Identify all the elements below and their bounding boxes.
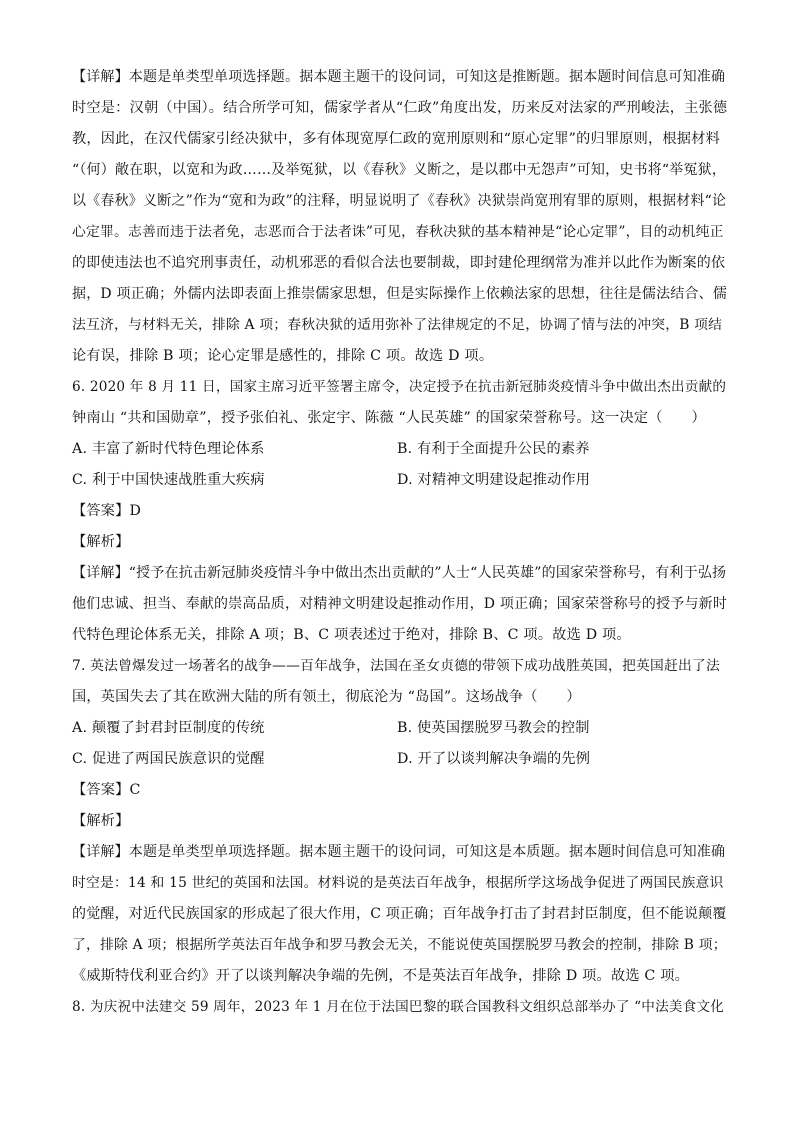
paragraph — [72, 558, 728, 651]
text-line: 8. 为庆祝中法建交 59 周年，2023 年 1 月在位于法国巴黎的联合国教科文组织总部举办了 “中法美食文化 — [72, 999, 725, 1015]
answer-option: C. 促进了两国民族意识的觉醒 — [72, 751, 265, 767]
text-line: 7. 英法曾爆发过一场著名的战争——百年战争，法国在圣女贞德的带领下成功战胜英国，把英国赶出了法 — [72, 658, 721, 674]
text-line: 6. 2020 年 8 月 11 日，国家主席习近平签署主席令，决定授予在抗击新冠肺炎疫情斗争中做出杰出贡献的 — [72, 379, 727, 395]
answer-option: D. 开了以谈判解决争端的先例 — [397, 751, 591, 767]
document-body — [72, 62, 728, 1023]
text-line: 代特色理论体系无关，排除 A 项；B、C 项表述过于绝对，排除 B、C 项。故选 D 项。 — [72, 627, 631, 643]
text-line: 的觉醒，对近代民族国家的形成起了很大作用，C 项正确；百年战争打击了封君封臣制度，但不能说颠覆 — [72, 906, 727, 922]
option-row — [72, 713, 728, 744]
text-line: 【详解】本题是单类型单项选择题。据本题主题干的设问词，可知这是推断题。据本题时间信息可知准确 — [72, 69, 726, 85]
text-line: “（何）敞在职，以宽和为政……及举冤狱，以《春秋》义断之，是以郡中无怨声”可知，史书将“举冤狱， — [72, 162, 727, 178]
answer-option: B. 使英国摆脱罗马教会的控制 — [397, 720, 590, 736]
option-row — [72, 434, 728, 465]
answer-option: A. 丰富了新时代特色理论体系 — [72, 441, 265, 457]
section-label: 【答案】D — [72, 503, 142, 519]
paragraph — [72, 62, 728, 372]
text-line: 论有误，排除 B 项；论心定罪是感性的，排除 C 项。故选 D 项。 — [72, 348, 494, 364]
text-line: 【详解】本题是单类型单项选择题。据本题主题干的设问词，可知这是本质题。据本题时间信息可知准确 — [72, 844, 726, 860]
text-line: 【详解】“授予在抗击新冠肺炎疫情斗争中做出杰出贡献的”人士“人民英雄”的国家荣誉称号，有利于弘扬 — [72, 565, 727, 581]
text-line: 了，排除 A 项；根据所学英法百年战争和罗马教会无关，不能说使英国摆脱罗马教会的控制，排除 B 项； — [72, 937, 727, 953]
text-line: 据，D 项正确；外儒内法即表面上推崇儒家思想，但是实际操作上依赖法家的思想，往往是儒法结合、儒 — [72, 286, 728, 302]
text-line: 以《春秋》义断之”作为“宽和为政”的注释，明显说明了《春秋》决狱崇尚宽刑宥罪的原则，根据材料“论 — [72, 193, 727, 209]
paragraph — [72, 651, 728, 713]
section-label: 【答案】C — [72, 782, 141, 798]
paragraph — [72, 372, 728, 434]
text-line: 法互济，与材料无关，排除 A 项；春秋决狱的适用弥补了法律规定的不足，协调了情与法的冲突，B 项结 — [72, 317, 723, 333]
answer-option: B. 有利于全面提升公民的素养 — [397, 441, 590, 457]
option-row — [72, 465, 728, 496]
text-line: 国，英国失去了其在欧洲大陆的所有领土，彻底沦为 “岛国”。这场战争（ ） — [72, 689, 581, 705]
text-line: 教，因此，在汉代儒家引经决狱中，多有体现宽厚仁政的宽刑原则和“原心定罪”的归罪原则，根据材料 — [72, 131, 720, 147]
text-line: 时空是：14 和 15 世纪的英国和法国。材料说的是英法百年战争，根据所学这场战争促进了两国民族意识 — [72, 875, 724, 891]
section-label: 【解析】 — [72, 813, 130, 829]
text-line: 时空是：汉朝（中国）。结合所学可知，儒家学者从“仁政”角度出发，历来反对法家的严刑峻法，主张德 — [72, 100, 728, 116]
text-line: 钟南山 “共和国勋章”，授予张伯礼、张定宇、陈薇 “人民英雄” 的国家荣誉称号。这一决定（ ） — [72, 410, 706, 426]
paragraph — [72, 992, 728, 1023]
answer-option: D. 对精神文明建设起推动作用 — [397, 472, 591, 488]
answer-option: A. 颠覆了封君封臣制度的传统 — [72, 720, 265, 736]
text-line: 的即使违法也不追究刑事责任，动机邪恶的看似合法也要制裁，即封建伦理纲常为准并以此作为断案的依 — [72, 255, 726, 271]
text-line: 心定罪。志善而违于法者免，志恶而合于法者诛”可见，春秋决狱的基本精神是“论心定罪”，目的动机纯正 — [72, 224, 724, 240]
section-label: 【解析】 — [72, 534, 130, 550]
paragraph — [72, 837, 728, 992]
text-line: 《威斯特伐利亚合约》开了以谈判解决争端的先例，不是英法百年战争，排除 D 项。故选 C 项。 — [72, 968, 689, 984]
answer-option: C. 利于中国快速战胜重大疾病 — [72, 472, 265, 488]
text-line: 他们忠诚、担当、奉献的崇高品质，对精神文明建设起推动作用，D 项正确；国家荣誉称号的授予与新时 — [72, 596, 728, 612]
option-row — [72, 744, 728, 775]
